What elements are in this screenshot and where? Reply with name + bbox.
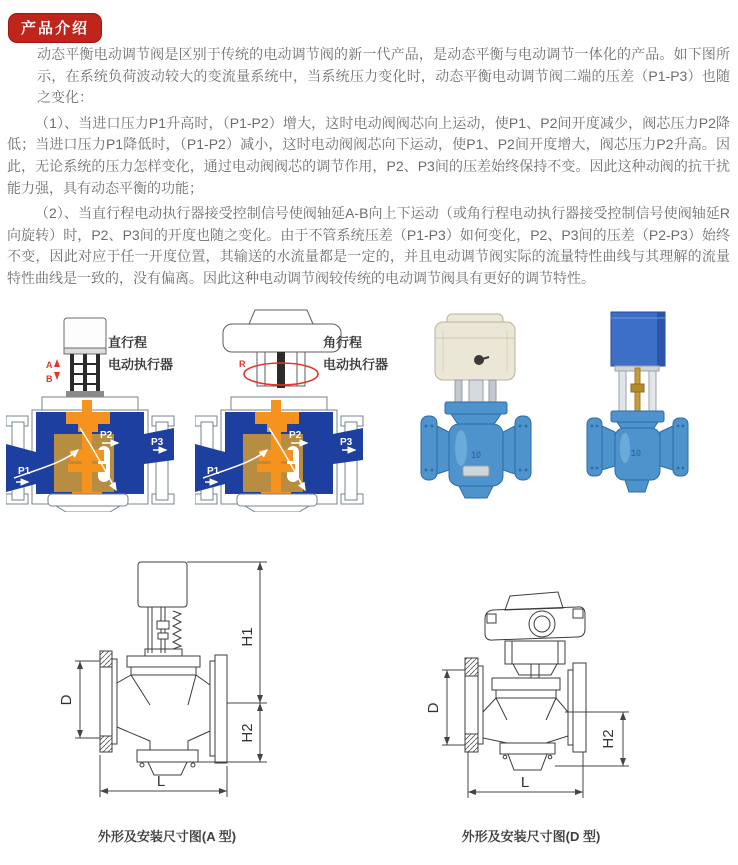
p1-flow-label: P1 (18, 466, 31, 477)
dim-d-label: D (425, 702, 442, 714)
p2-flow-label: P2 (289, 430, 302, 441)
dim-d-label: D (58, 694, 75, 706)
section-title: 产品介绍 (21, 20, 90, 37)
linear-actuator-symbol (64, 318, 106, 397)
dim-h2-label: H2 (600, 729, 617, 749)
linear-actuator-valve-photo (585, 306, 690, 498)
straight-stroke-type-label: 直行程 电动执行器 (108, 335, 174, 372)
up-arrow-icon (54, 359, 60, 367)
intro-paragraph-1: 动态平衡电动调节阀是区别于传统的电动调节阀的新一代产品，是动态平衡与电动调节一体化的产品。如下图所示，在系统负荷波动较大的变流量系统中，当系统压力变化时，动态平衡电动调节阀二端的压差（P1-P3）也随之变化： (37, 46, 730, 106)
dimension-drawing-d-type (415, 580, 675, 815)
down-arrow-icon (54, 372, 60, 380)
body-cast-mark: 10 (631, 448, 642, 458)
dim-h1-label: H1 (239, 627, 256, 647)
valve-body-section (6, 400, 174, 512)
dim-l-label: L (156, 773, 166, 790)
stroke-a-label: A (46, 360, 53, 370)
caption-a-type: 外形及安装尺寸图(A 型) (97, 829, 237, 844)
blue-valve-body (421, 402, 531, 498)
intro-text-block (7, 44, 730, 290)
angle-stroke-type-label: 角行程 电动执行器 (323, 335, 389, 372)
dim-l-label: L (520, 774, 530, 791)
dim-h2-label: H2 (239, 723, 256, 743)
p3-flow-label: P3 (340, 437, 353, 448)
body-cast-mark: 10 (471, 450, 482, 460)
valve-outline (100, 562, 227, 775)
yoke-and-stem (615, 366, 659, 411)
p3-flow-label: P3 (151, 437, 164, 448)
blue-box-actuator (611, 312, 665, 366)
stroke-direction-annotation (46, 359, 60, 384)
stroke-b-label: B (46, 374, 53, 384)
rotate-r-label: R (239, 359, 246, 369)
dimension-drawing-a-type (45, 555, 295, 815)
p2-flow-label: P2 (100, 430, 113, 441)
p1-flow-label: P1 (207, 466, 220, 477)
cream-actuator (435, 314, 515, 380)
intro-paragraph-2: （1）、当进口压力P1升高时，（P1-P2）增大，这时电动阀阀芯向上运动，使P1、P2间开度减少，阀芯压力P2降低；当进口压力P1降低时，（P1-P2）减小，这时电动阀阀芯向下运动，使P1、P2间开度增大，阀芯压力P2升高。因此，无论系统的压力怎样变化，通过电动阀阀芯的调节作用，P2、P3间的压差始终保持不变。因此这种动阀的抗干扰能力强，具有动态平衡的功能； (7, 114, 730, 196)
valve-outline (465, 592, 586, 770)
actuator-mount (455, 380, 496, 404)
blue-valve-body (587, 411, 688, 492)
caption-d-type: 外形及安装尺寸图(D 型) (461, 829, 601, 844)
valve-body-section (195, 400, 363, 512)
section-header-badge (8, 13, 102, 43)
rotary-actuator-valve-photo (413, 308, 543, 503)
intro-paragraph-3: （2）、当直行程电动执行器接受控制信号使阀轴延A-B向上下运动（或角行程电动执行器接受控制信号使阀轴延R向旋转）时，P2、P3间的开度也随之变化。由于不管系统压差（P1-P3）如何变化，P2、P3间的压差（P2-P3）始终不变，因此对应于任一开度位置，其输送的水流量都是一定的，并且电动调节阀实际的流量特性曲线与其理解的流量特性曲线是一致的，没有偏离。因此这种电动调节阀较传统的电动调节阀具有更好的调节特性。 (7, 205, 730, 286)
